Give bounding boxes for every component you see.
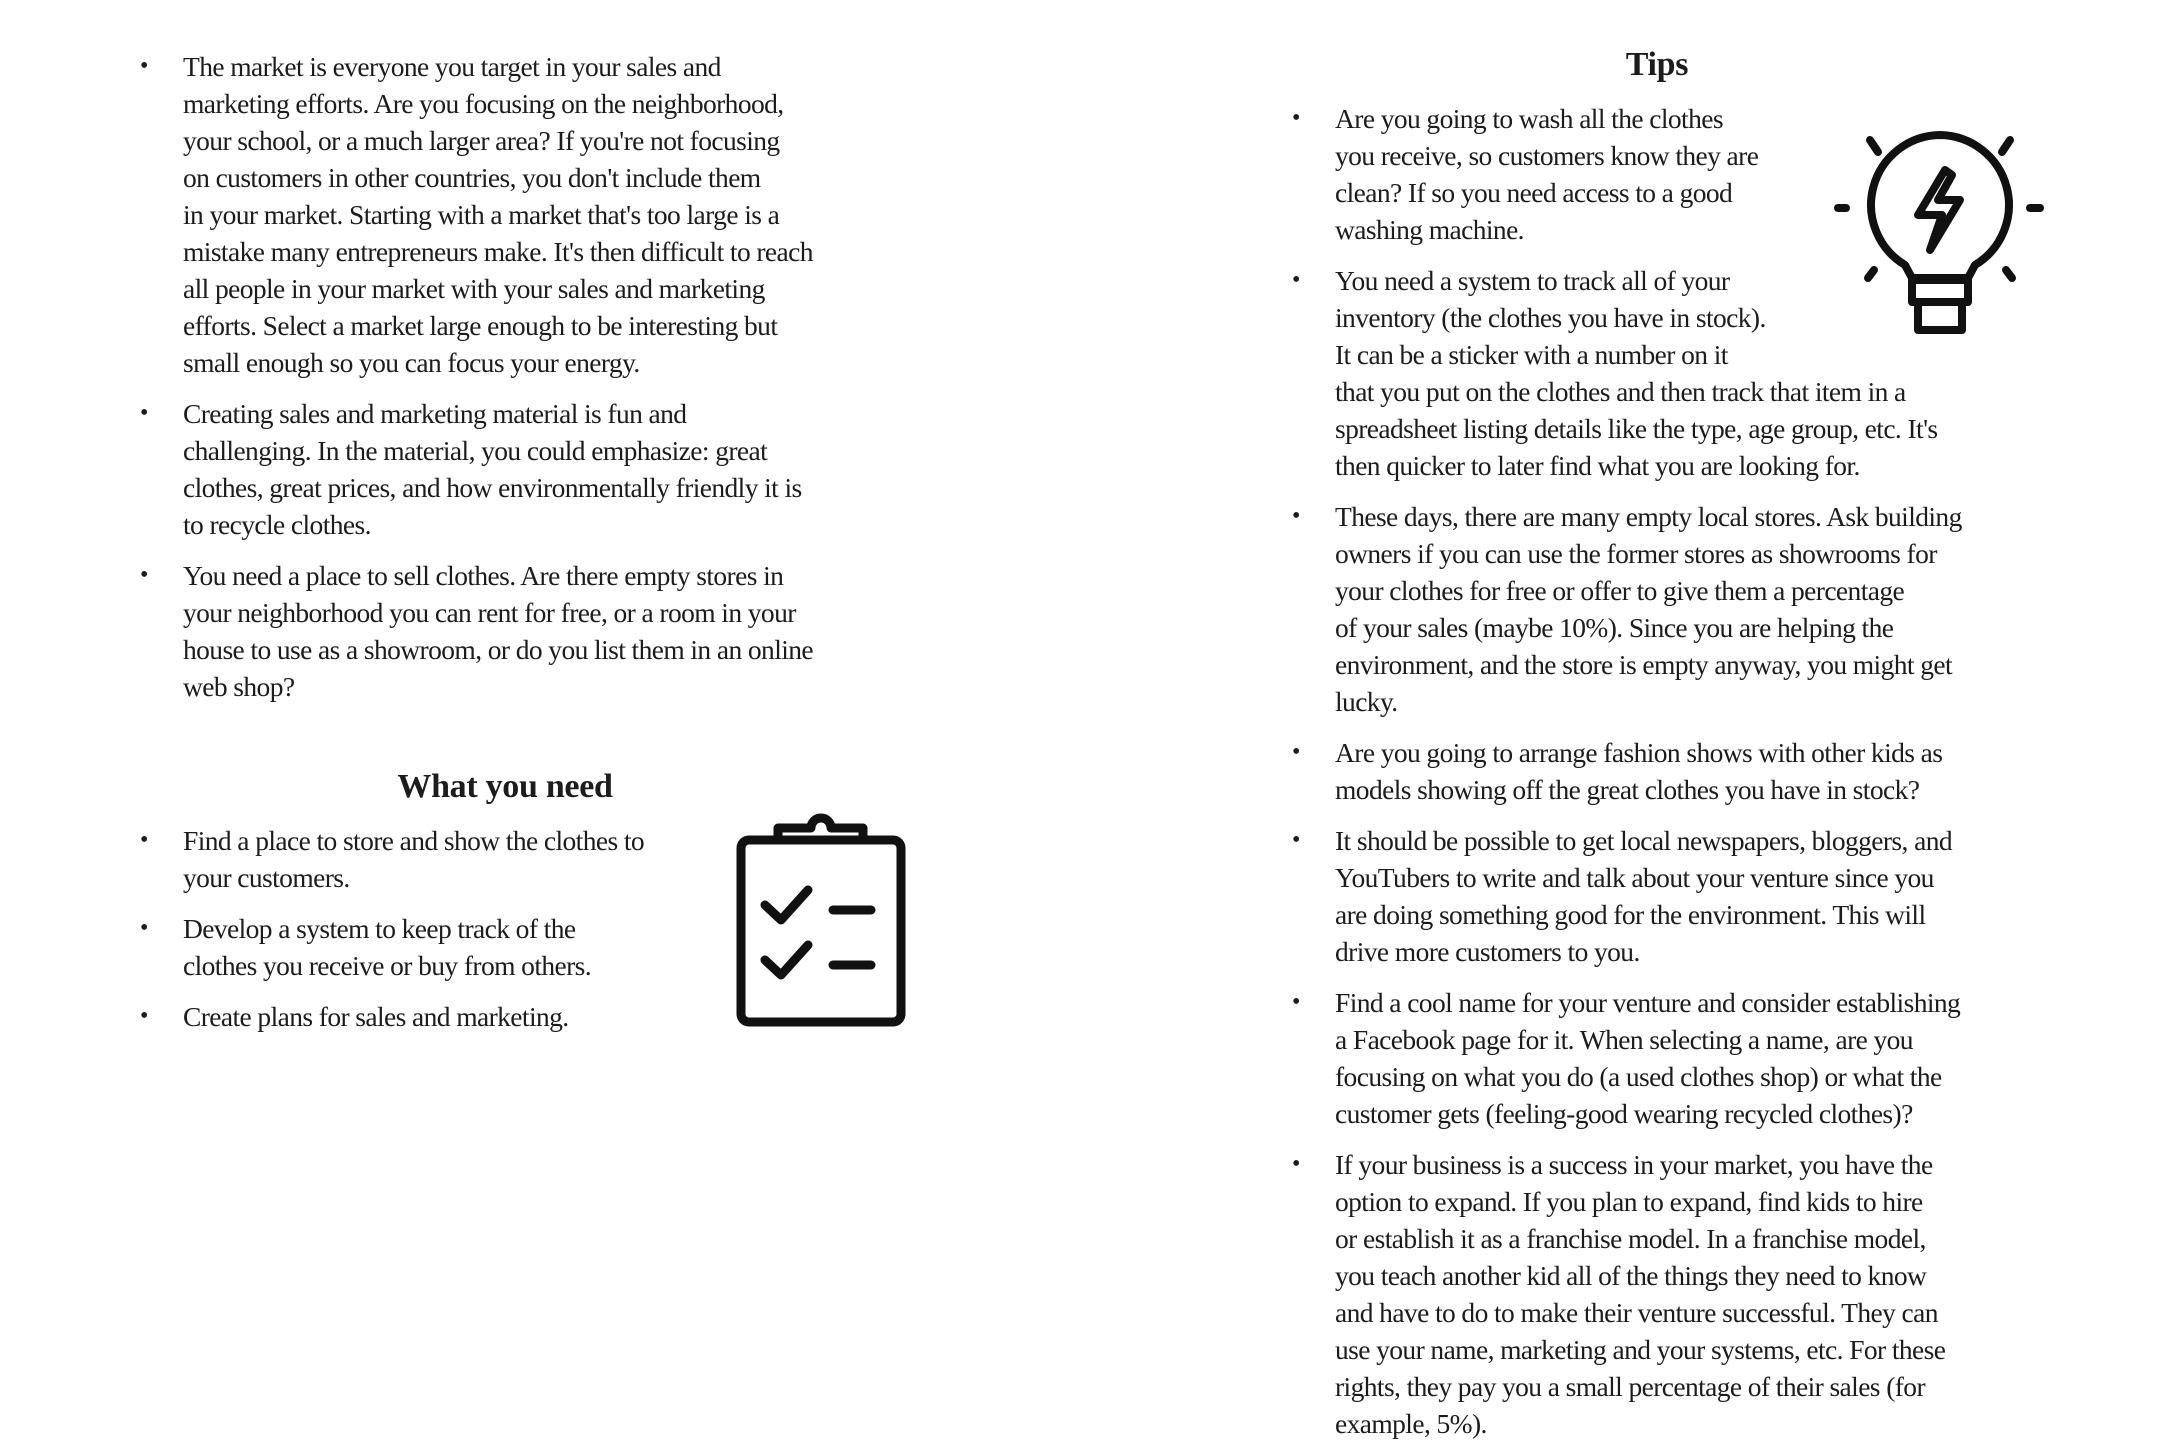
- text-line: Develop a system to keep track of the: [183, 913, 576, 944]
- text-line: or establish it as a franchise model. In a franchise model,: [1335, 1223, 1926, 1254]
- text-line: lucky.: [1335, 686, 1398, 717]
- bullet-icon: •: [1292, 827, 1301, 853]
- bullet-icon: •: [1292, 503, 1301, 529]
- text-line: spreadsheet listing details like the type, age group, etc. It's: [1335, 413, 1938, 444]
- text-line: Find a cool name for your venture and consider establishing: [1335, 987, 1961, 1018]
- clipboard-checklist-icon: [733, 810, 908, 1030]
- intro-list: [140, 48, 940, 705]
- bullet-icon: •: [1292, 105, 1301, 131]
- list-item: [1292, 1146, 2152, 1442]
- text-line: clothes, great prices, and how environmentally friendly it is: [183, 472, 802, 503]
- bullet-icon: •: [140, 915, 149, 941]
- text-line: on customers in other countries, you don't include them: [183, 162, 761, 193]
- text-line: clothes you receive or buy from others.: [183, 950, 592, 981]
- text-line: It can be a sticker with a number on it: [1335, 339, 1728, 370]
- bullet-icon: •: [140, 53, 149, 79]
- list-item: [140, 395, 940, 543]
- text-line: you receive, so customers know they are: [1335, 140, 1759, 171]
- text-line: house to use as a showroom, or do you list them in an online: [183, 634, 814, 665]
- list-item: [1292, 734, 2152, 808]
- what-you-need-heading: What you need: [397, 768, 613, 805]
- text-line: then quicker to later find what you are looking for.: [1335, 450, 1860, 481]
- text-line: Find a place to store and show the clothes to: [183, 825, 645, 856]
- text-line: your customers.: [183, 862, 350, 893]
- text-line: It should be possible to get local newspapers, bloggers, and: [1335, 825, 1952, 856]
- text-line: customer gets (feeling-good wearing recycled clothes)?: [1335, 1098, 1913, 1129]
- lightbulb-bolt-icon: [1830, 120, 2050, 345]
- left-intro-section: [140, 48, 940, 719]
- text-line: clean? If so you need access to a good: [1335, 177, 1733, 208]
- text-line: are doing something good for the environment. This will: [1335, 899, 1926, 930]
- text-line: in your market. Starting with a market that's too large is a: [183, 199, 780, 230]
- list-item: [1292, 498, 2152, 720]
- text-line: your neighborhood you can rent for free, or a room in your: [183, 597, 796, 628]
- list-item: [140, 557, 940, 705]
- text-line: example, 5%).: [1335, 1408, 1487, 1439]
- text-line: The market is everyone you target in your sales and: [183, 51, 721, 82]
- text-line: Create plans for sales and marketing.: [183, 1001, 569, 1032]
- text-line: marketing efforts. Are you focusing on the neighborhood,: [183, 88, 784, 119]
- text-line: You need a system to track all of your: [1335, 265, 1730, 296]
- text-line: These days, there are many empty local stores. Ask building: [1335, 501, 1962, 532]
- text-line: mistake many entrepreneurs make. It's then difficult to reach: [183, 236, 813, 267]
- list-item: [1292, 984, 2152, 1132]
- text-line: that you put on the clothes and then track that item in a: [1335, 376, 1906, 407]
- text-line: option to expand. If you plan to expand, find kids to hire: [1335, 1186, 1923, 1217]
- text-line: web shop?: [183, 671, 295, 702]
- text-line: You need a place to sell clothes. Are there empty stores in: [183, 560, 784, 591]
- text-line: small enough so you can focus your energy.: [183, 347, 640, 378]
- text-line: Are you going to wash all the clothes: [1335, 103, 1723, 134]
- text-line: and have to do to make their venture successful. They can: [1335, 1297, 1938, 1328]
- text-line: rights, they pay you a small percentage of their sales (for: [1335, 1371, 1926, 1402]
- bullet-icon: •: [140, 1003, 149, 1029]
- text-line: washing machine.: [1335, 214, 1524, 245]
- text-line: drive more customers to you.: [1335, 936, 1640, 967]
- text-line: owners if you can use the former stores as showrooms for: [1335, 538, 1937, 569]
- text-line: your clothes for free or offer to give them a percentage: [1335, 575, 1905, 606]
- bullet-icon: •: [1292, 989, 1301, 1015]
- text-line: inventory (the clothes you have in stock).: [1335, 302, 1766, 333]
- text-line: If your business is a success in your market, you have the: [1335, 1149, 1933, 1180]
- bullet-icon: •: [140, 827, 149, 853]
- text-line: efforts. Select a market large enough to be interesting but: [183, 310, 778, 341]
- bullet-icon: •: [140, 400, 149, 426]
- bullet-icon: •: [1292, 267, 1301, 293]
- text-line: Creating sales and marketing material is fun and: [183, 398, 687, 429]
- list-item: [1292, 822, 2152, 970]
- text-line: models showing off the great clothes you have in stock?: [1335, 774, 1920, 805]
- text-line: challenging. In the material, you could emphasize: great: [183, 435, 768, 466]
- text-line: all people in your market with your sales and marketing: [183, 273, 765, 304]
- text-line: use your name, marketing and your systems, etc. For these: [1335, 1334, 1946, 1365]
- text-line: YouTubers to write and talk about your venture since you: [1335, 862, 1934, 893]
- text-line: of your sales (maybe 10%). Since you are helping the: [1335, 612, 1894, 643]
- bullet-icon: •: [1292, 739, 1301, 765]
- text-line: Are you going to arrange fashion shows with other kids as: [1335, 737, 1943, 768]
- text-line: to recycle clothes.: [183, 509, 371, 540]
- text-line: you teach another kid all of the things they need to know: [1335, 1260, 1927, 1291]
- text-line: focusing on what you do (a used clothes shop) or what the: [1335, 1061, 1942, 1092]
- bullet-icon: •: [1292, 1151, 1301, 1177]
- text-line: your school, or a much larger area? If you're not focusing: [183, 125, 780, 156]
- tips-heading: Tips: [1625, 46, 1689, 83]
- list-item: [140, 48, 940, 381]
- bullet-icon: •: [140, 562, 149, 588]
- text-line: environment, and the store is empty anyway, you might get: [1335, 649, 1953, 680]
- text-line: a Facebook page for it. When selecting a name, are you: [1335, 1024, 1913, 1055]
